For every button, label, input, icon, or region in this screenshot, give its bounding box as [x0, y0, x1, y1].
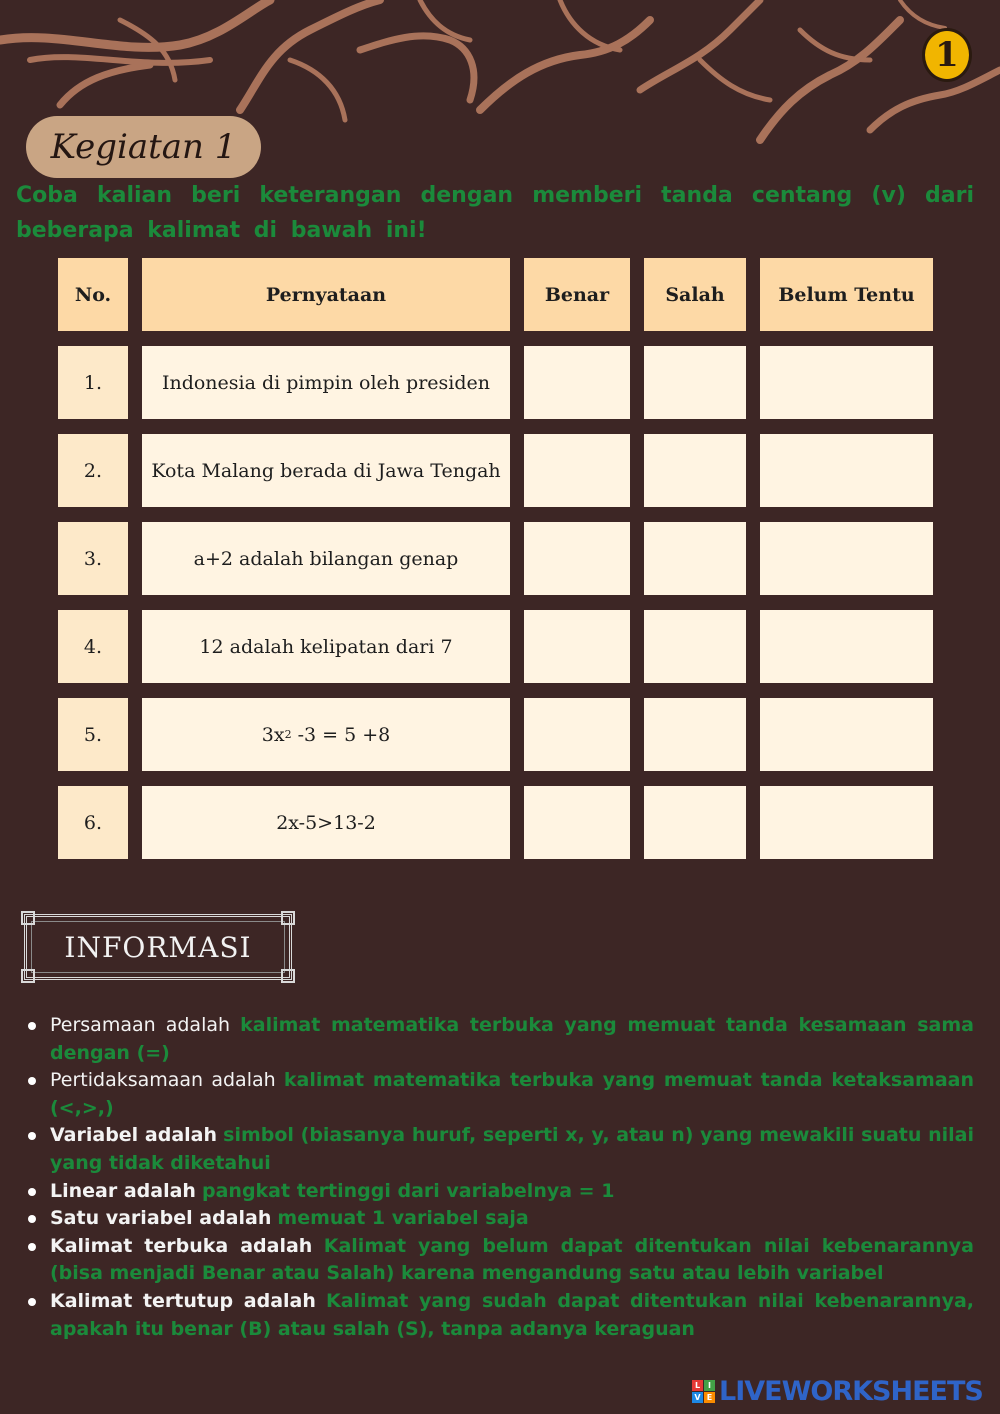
liveworksheets-logo[interactable]: [692, 1376, 983, 1407]
row-3-statement: a+2 adalah bilangan genap: [142, 522, 510, 595]
info-term: Pertidaksamaan adalah: [50, 1069, 276, 1092]
row-5-number: 5.: [58, 698, 128, 771]
info-item: [50, 1178, 974, 1206]
liveworksheets-logo-icon: [692, 1380, 715, 1403]
header-true: Benar: [524, 258, 630, 331]
row-6-statement: 2x-5>13-2: [142, 786, 510, 859]
row-3-true-checkbox[interactable]: [524, 522, 630, 595]
row-4-undetermined-checkbox[interactable]: [760, 610, 933, 683]
info-item: [50, 1233, 974, 1288]
info-item: [50, 1012, 974, 1067]
row-5-undetermined-checkbox[interactable]: [760, 698, 933, 771]
info-list: [22, 1012, 974, 1343]
row-1-undetermined-checkbox[interactable]: [760, 346, 933, 419]
info-definition: memuat 1 variabel saja: [277, 1207, 529, 1230]
logo-letter: V: [692, 1392, 703, 1403]
row-6-undetermined-checkbox[interactable]: [760, 786, 933, 859]
info-term: Kalimat terbuka adalah: [50, 1234, 313, 1257]
row-1-number: 1.: [58, 346, 128, 419]
row-2-undetermined-checkbox[interactable]: [760, 434, 933, 507]
row-5-false-checkbox[interactable]: [644, 698, 746, 771]
row-5-statement-base: 3x: [261, 723, 285, 746]
info-item: [50, 1288, 974, 1343]
info-item: [50, 1067, 974, 1122]
row-1-false-checkbox[interactable]: [644, 346, 746, 419]
logo-letter: E: [704, 1392, 715, 1403]
info-title: INFORMASI: [64, 930, 252, 964]
row-2-true-checkbox[interactable]: [524, 434, 630, 507]
info-definition: pangkat tertinggi dari variabelnya = 1: [202, 1179, 615, 1202]
info-term: Persamaan adalah: [50, 1014, 231, 1036]
row-2-false-checkbox[interactable]: [644, 434, 746, 507]
frame-corner-ornament: [281, 911, 295, 925]
info-definition: Kalimat yang belum dapat ditentukan nilai kebenarannya (bisa menjadi Benar atau Salah) karena mengandung satu atau lebih variabel: [50, 1234, 974, 1285]
info-term: Variabel adalah: [50, 1124, 217, 1147]
row-3-undetermined-checkbox[interactable]: [760, 522, 933, 595]
instruction-text: Coba kalian beri keterangan dengan memberi tanda centang (v) dari beberapa kalimat di bawah ini!: [16, 183, 974, 243]
row-2-number: 2.: [58, 434, 128, 507]
row-6-number: 6.: [58, 786, 128, 859]
row-6-true-checkbox[interactable]: [524, 786, 630, 859]
row-5-statement: [142, 698, 510, 771]
info-term: Kalimat tertutup adalah: [50, 1289, 316, 1312]
info-item: [50, 1205, 974, 1233]
row-4-number: 4.: [58, 610, 128, 683]
header-false: Salah: [644, 258, 746, 331]
page-number: 1: [935, 35, 959, 75]
row-5-statement-rest: -3 = 5 +8: [291, 723, 391, 746]
row-3-false-checkbox[interactable]: [644, 522, 746, 595]
row-1-statement: Indonesia di pimpin oleh presiden: [142, 346, 510, 419]
frame-corner-ornament: [281, 969, 295, 983]
info-definition: simbol (biasanya huruf, seperti x, y, atau n) yang mewakili suatu nilai yang tidak diketahui: [50, 1124, 974, 1174]
activity-title-pill: [26, 116, 261, 178]
logo-letter: I: [704, 1380, 715, 1391]
info-term: Satu variabel adalah: [50, 1207, 272, 1230]
row-3-number: 3.: [58, 522, 128, 595]
liveworksheets-logo-text: LIVEWORKSHEETS: [719, 1376, 983, 1407]
page-number-badge: [922, 28, 972, 82]
row-5-statement-exponent: 2: [284, 728, 292, 741]
activity-title: Kegiatan 1: [50, 127, 237, 167]
row-4-true-checkbox[interactable]: [524, 610, 630, 683]
row-4-false-checkbox[interactable]: [644, 610, 746, 683]
frame-corner-ornament: [21, 911, 35, 925]
info-term: Linear adalah: [50, 1179, 196, 1202]
row-5-true-checkbox[interactable]: [524, 698, 630, 771]
info-definition: kalimat matematika terbuka yang memuat tanda ketaksamaan (<,>,): [50, 1069, 974, 1119]
header-no: No.: [58, 258, 128, 331]
header-statement: Pernyataan: [142, 258, 510, 331]
row-2-statement: Kota Malang berada di Jawa Tengah: [142, 434, 510, 507]
info-definition: Kalimat yang sudah dapat ditentukan nilai kebenarannya, apakah itu benar (B) atau salah (S), tanpa adanya keraguan: [50, 1289, 974, 1340]
row-4-statement: 12 adalah kelipatan dari 7: [142, 610, 510, 683]
frame-corner-ornament: [21, 969, 35, 983]
info-item: [50, 1122, 974, 1177]
info-title-frame: [24, 914, 292, 980]
row-1-true-checkbox[interactable]: [524, 346, 630, 419]
header-undetermined: Belum Tentu: [760, 258, 933, 331]
info-definition: kalimat matematika terbuka yang memuat tanda kesamaan sama dengan (=): [50, 1014, 974, 1064]
row-6-false-checkbox[interactable]: [644, 786, 746, 859]
logo-letter: L: [692, 1380, 703, 1391]
